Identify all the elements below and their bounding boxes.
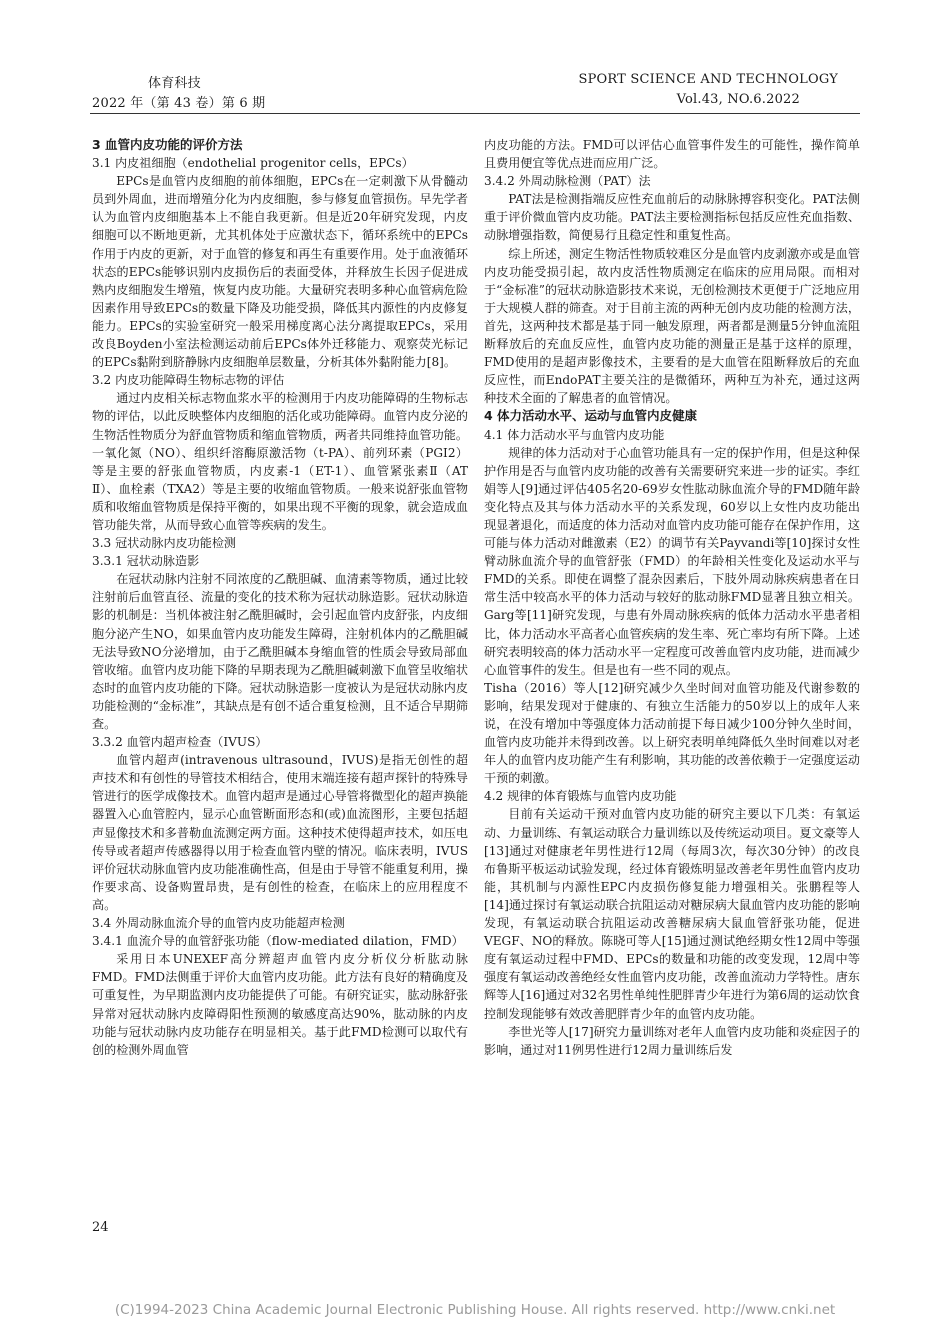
header-rule xyxy=(90,113,860,114)
subsection-heading: 3.2 内皮功能障碍生物标志物的评估 xyxy=(92,373,285,388)
paragraph: 通过内皮相关标志物血浆水平的检测用于内皮功能障碍的生物标志物的评估，以此反映整体内皮细胞的活化或功能障碍。血管内皮分泌的生物活性物质分为舒血管物质和缩血管物质，两者共同维持血管功能。一氧化氮（NO）、组织纤溶酶原激活物（t-PA）、前列环素（PGI2）等是主要的舒张血管物质，内皮素-1（ET-1）、血管紧张素Ⅱ（AT Ⅱ）、血栓素（TXA2）等是主要的收缩血管物质。一般来说舒张血管物质和收缩血管物质是保持平衡的，如果出现不平衡的现象，就会造成血管功能失常，从而导致心血管等疾病的发生。 xyxy=(92,391,468,532)
paragraph: 综上所述，测定生物活性物质较难区分是血管内皮剥激亦或是血管内皮功能受损引起，故内皮活性物质测定在临床的应用局限。而相对于“金标准”的冠状动脉造影技术来说，无创检测技术更便于广泛地应用于大规模人群的筛查。对于目前主流的两种无创内皮功能的检测方法，首先，这两种技术都是基于同一触发原理，两者都是测量5分钟血流阻断释放后的充血反应性，血管内皮功能的测量正是基于这样的原理，FMD使用的是超声影像技术，主要看的是大血管在阻断释放后的充血反应性，而EndoPAT主要关注的是微循环，两种互为补充，通过这两种技术全面的了解患者的血管情况。 xyxy=(484,246,860,406)
paragraph: 目前有关运动干预对血管内皮功能的研究主要以下几类：有氧运动、力量训练、有氧运动联合力量训练以及传统运动项目。夏文豪等人[13]通过对健康老年男性进行12周（每周3次，每次30分钟）的改良布鲁斯平板运动试验发现，经过体育锻炼明显改善老年男性血管内皮功能，其机制与内源性EPC内皮损伤修复能力增强相关。张鹏程等人[14]通过探讨有氧运动联合抗阻运动对糖尿病大鼠血管内皮功能的影响发现，有氧运动联合抗阻运动改善糖尿病大鼠血管舒张功能，促进VEGF、NO的释放。陈晓可等人[15]通过测试绝经期女性12周中等强度有氧运动过程中FMD、EPCs的数量和功能的改变发现，12周中等强度有氧运动改善绝经女性血管内皮功能，改善血流动力学特性。唐东辉等人[16]通过对32名男性单纯性肥胖青少年进行为第6周的运动饮食控制发现能够有效改善肥胖青少年的血管内皮功能。 xyxy=(484,807,860,1021)
paragraph: 在冠状动脉内注射不同浓度的乙酰胆碱、血清素等物质，通过比较注射前后血管直径、流量的变化的技术称为冠状动脉造影。冠状动脉造影的机制是：当机体被注射乙酰胆碱时，会引起血管内皮舒张，内皮细胞分泌产生NO，如果血管内皮功能发生障碍，注射机体内的乙酰胆碱无法导致NO分泌增加，由于乙酰胆碱本身缩血管的性质会导致局部血管收缩。血管内皮功能下降的早期表现为乙酰胆碱刺激下血管呈收缩状态时的血管内皮功能的下降。冠状动脉造影一度被认为是冠状动脉内皮功能检测的“金标准”，其缺点是有创不适合重复检测，且不适合早期筛查。 xyxy=(92,572,468,731)
subsection-heading: 3.3 冠状动脉内皮功能检测 xyxy=(92,536,237,551)
subsection-heading: 3.1 内皮祖细胞（endothelial progenitor cells，EPCs） xyxy=(92,156,414,171)
journal-name-cn: 体育科技 xyxy=(148,76,201,91)
left-column xyxy=(92,136,468,1059)
issue-en: Vol.43, NO.6.2022 xyxy=(676,92,800,107)
paragraph: Tisha（2016）等人[12]研究减少久坐时间对血管功能及代谢参数的影响，结果发现对于健康的、有独立生活能力的50岁以上的成年人来说，在没有增加中等强度体力活动前提下每日减少100分钟久坐时间，血管内皮功能并未得到改善。以上研究表明单纯降低久坐时间难以对老年人的血管内皮功能产生有利影响，其功能的改善依赖于一定强度运动干预的刺激。 xyxy=(484,680,860,786)
right-column xyxy=(484,136,860,1059)
paragraph: EPCs是血管内皮细胞的前体细胞，EPCs在一定刺激下从骨髓动员到外周血，进而增殖分化为内皮细胞，参与修复血管损伤。早先学者认为血管内皮细胞基本上不能自我更新。但是近20年研究发现，内皮细胞可以不断地更新，尤其机体处于应激状态下，循环系统中的EPCs作用于内皮的更新，对于血管的修复和再生有重要作用。处于血液循环状态的EPCs能够识别内皮损伤后的表面受体，并释放生长因子促进成熟内皮细胞发生增殖，恢复内皮功能。大量研究表明多种心血管病危险因素作用导致EPCs的数量下降及功能受损，降低其内源性的内皮修复能力。EPCs的实验室研究一般采用梯度离心法分离提取EPCs，采用改良Boyden小室法检测运动前后EPCs体外迁移能力、观察荧光标记的EPCs黏附到脐静脉内皮细胞单层数量，分析其体外黏附能力[8]。 xyxy=(92,174,468,370)
paragraph: 内皮功能的方法。FMD可以评估心血管事件发生的可能性，操作简单且费用便宜等优点进而应用广泛。 xyxy=(484,138,860,171)
issue-cn: 2022 年（第 43 卷）第 6 期 xyxy=(92,96,266,111)
paragraph: 李世光等人[17]研究力量训练对老年人血管内皮功能和炎症因子的影响，通过对11例男性进行12周力量训练后发 xyxy=(484,1024,860,1057)
subsubsection-heading: 3.3.1 冠状动脉造影 xyxy=(92,554,200,569)
paragraph: 血管内超声(intravenous ultrasound，IVUS)是指无创性的超声技术和有创性的导管技术相结合，使用末端连接有超声探针的特殊导管进行的医学成像技术。血管内超声是通过心导管将微型化的超声换能器置入心血管腔内，显示心血管断面形态和(或)血流图形，主要包括超声显像技术和多普勒血流测定两方面。这种技术使得超声技术，如压电传导或者超声传感器得以用于检查血管内壁的情况。临床表明，IVUS评价冠状动脉血管内皮功能准确性高，但是由于导管不能重复利用，操作要求高、设备购置昂贵，是有创性的检查，在临床上的应用程度不高。 xyxy=(92,753,468,912)
page-number: 24 xyxy=(92,1220,109,1235)
paragraph: 采用日本UNEXEF高分辨超声血管内皮分析仪分析肱动脉FMD。FMD法侧重于评价大血管内皮功能。此方法有良好的精确度及可重复性，为早期监测内皮功能提供了可能。有研究证实，肱动脉舒张异常对冠状动脉内皮障碍阳性预测的敏感度高达90%，肱动脉的内皮功能与冠状动脉内皮功能存在明显相关。基于此FMD检测可以取代有创的检测外周血管 xyxy=(92,952,468,1057)
subsubsection-heading: 3.3.2 血管内超声检查（IVUS） xyxy=(92,735,268,750)
subsection-heading: 4.1 体力活动水平与血管内皮功能 xyxy=(484,427,665,442)
section-heading: 4 体力活动水平、运动与血管内皮健康 xyxy=(484,408,698,424)
paragraph: 规律的体力活动对于心血管功能具有一定的保护作用，但是这种保护作用是否与血管内皮功能的改善有关需要研究来进一步的证实。李红娟等人[9]通过评估405名20-69岁女性肱动脉血流介导的FMD随年龄变化特点及其与体力活动水平的关系发现，60岁以上女性内皮功能出现显著退化，而适度的体力活动对血管内皮功能可能存在保护作用，这可能与体力活动对雌激素（E2）的调节有关Payvandi等[10]探讨女性臂动脉血流介导的血管舒张（FMD）的年龄相关性变化及运动水平与FMD的关系。即使在调整了混杂因素后，下肢外周动脉疾病患者在日常生活中较高水平的体力活动与较好的肱动脉FMD显著且独立相关。Garg等[11]研究发现，与患有外周动脉疾病的低体力活动水平患者相比，体力活动水平高者心血管疾病的发生率、死亡率均有所下降。上述研究表明较高的体力活动水平一定程度可改善血管内皮功能，进而减少心血管事件的发生。但是也有一些不同的观点。 xyxy=(484,445,860,677)
subsection-heading: 4.2 规律的体育锻炼与血管内皮功能 xyxy=(484,789,677,804)
subsubsection-heading: 3.4.1 血流介导的血管舒张功能（flow-mediated dilation，FMD） xyxy=(92,934,464,949)
subsection-heading: 3.4 外周动脉血流介导的血管内皮功能超声检测 xyxy=(92,916,345,931)
paragraph: PAT法是检测指端反应性充血前后的动脉脉搏容积变化。PAT法侧重于评价微血管内皮功能。PAT法主要检测指标包括反应性充血指数、动脉增强指数，简便易行且稳定性和重复性高。 xyxy=(484,192,860,243)
section-heading: 3 血管内皮功能的评价方法 xyxy=(92,137,243,152)
copyright-footer: (C)1994-2023 China Academic Journal Electronic Publishing House. All rights reserved. http://www.cnki.net xyxy=(114,1302,836,1318)
subsubsection-heading: 3.4.2 外周动脉检测（PAT）法 xyxy=(484,174,651,189)
journal-name-en: SPORT SCIENCE AND TECHNOLOGY xyxy=(578,72,838,87)
